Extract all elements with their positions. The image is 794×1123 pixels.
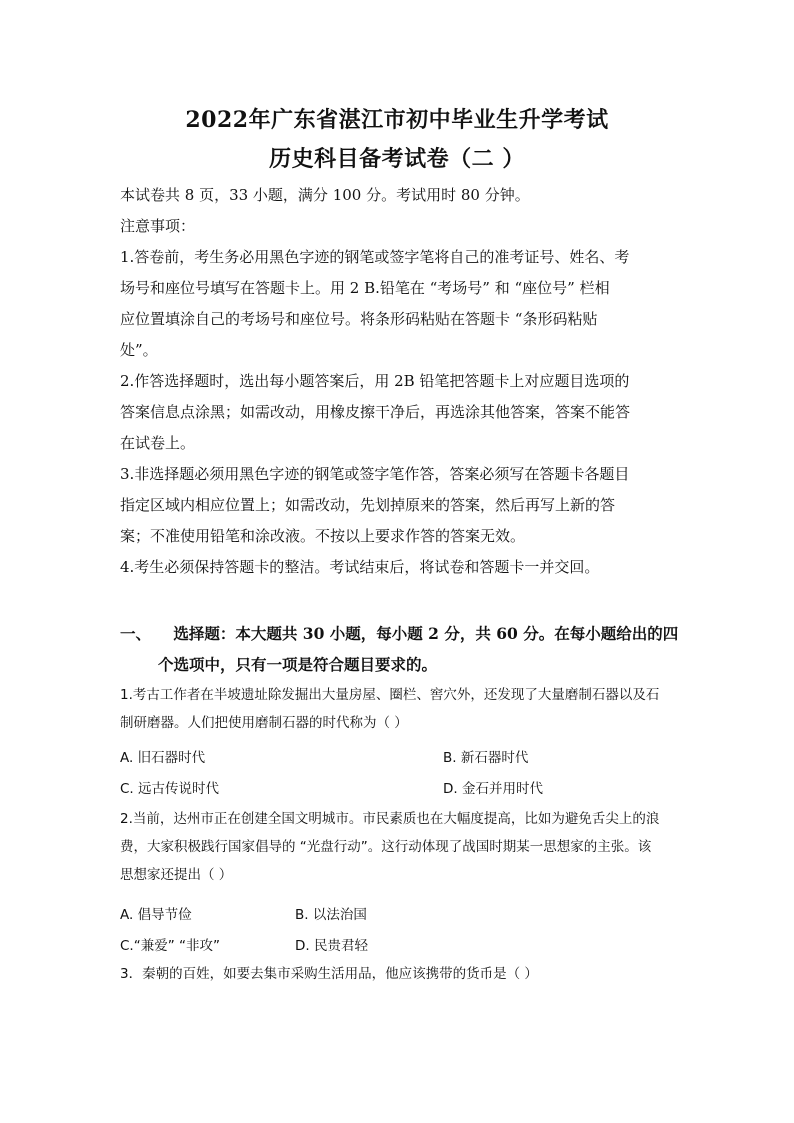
q1-option-c[interactable]: C. 远古传说时代: [120, 781, 220, 797]
instruction-line: 应位置填涂自己的考场号和座位号。将条形码粘贴在答题卡 “条形码粘贴: [120, 310, 598, 328]
question-2: [120, 805, 690, 889]
instruction-line: 案；不准使用铅笔和涂改液。不按以上要求作答的答案无效。: [120, 527, 526, 545]
instruction-line: 处”。: [120, 341, 158, 359]
instruction-line: 本试卷共 8 页，33 小题，满分 100 分。考试用时 80 分钟。: [120, 186, 530, 204]
instruction-line: 指定区域内相应位置上；如需改动，先划掉原来的答案，然后再写上新的答: [120, 496, 616, 514]
q1-option-a[interactable]: A. 旧石器时代: [120, 750, 206, 766]
section-number: 一、: [120, 624, 152, 643]
question-text: 费，大家积极践行国家倡导的 “光盘行动”。这行动体现了战国时期某一思想家的主张。该: [120, 839, 652, 855]
section-text-line2: 个选项中，只有一项是符合题目要求的。: [158, 655, 438, 674]
q1-option-b[interactable]: B. 新石器时代: [443, 750, 529, 766]
q2-option-a[interactable]: A. 倡导节俭: [120, 907, 192, 923]
instruction-line: 在试卷上。: [120, 434, 196, 452]
question-text: 2.当前，达州市正在创建全国文明城市。市民素质也在大幅度提高，比如为避免舌尖上的浪: [120, 811, 660, 827]
instruction-line: 注意事项：: [120, 217, 196, 235]
section-heading: [120, 618, 680, 680]
instruction-line: 3.非选择题必须用黑色字迹的钢笔或签字笔作答，答案必须写在答题卡各题目: [120, 465, 630, 483]
question-text: 思想家还提出（ ）: [120, 867, 233, 883]
section-text-line1: 选择题：本大题共 30 小题，每小题 2 分，共 60 分。在每小题给出的四: [173, 624, 679, 643]
exam-subtitle: 历史科目备考试卷（二 ）: [269, 146, 525, 172]
instruction-line: 答案信息点涂黑；如需改动，用橡皮擦干净后，再选涂其他答案，答案不能答: [120, 403, 631, 421]
question-text: 3．秦朝的百姓，如要去集市采购生活用品，他应该携带的货币是（ ）: [120, 966, 538, 982]
question-3: [120, 960, 690, 988]
q2-option-c[interactable]: C.“兼爱” “非攻”: [120, 938, 220, 954]
question-1: [120, 681, 690, 737]
instruction-line: 4.考生必须保持答题卡的整洁。考试结束后，将试卷和答题卡一并交回。: [120, 558, 600, 576]
instructions: [120, 180, 680, 583]
exam-title: 2022年广东省湛江市初中毕业生升学考试: [185, 107, 609, 133]
instruction-line: 场号和座位号填写在答题卡上。用 2 B.铅笔在 “考场号” 和 “座位号” 栏相: [120, 279, 610, 297]
instruction-line: 1.答卷前，考生务必用黑色字迹的钢笔或签字笔将自己的准考证号、姓名、考: [120, 248, 630, 266]
q2-option-d[interactable]: D. 民贵君轻: [295, 938, 368, 954]
q2-option-b[interactable]: B. 以法治国: [295, 907, 367, 923]
q1-option-d[interactable]: D. 金石并用时代: [443, 781, 543, 797]
instruction-line: 2.作答选择题时，选出每小题答案后，用 2B 铅笔把答题卡上对应题目选项的: [120, 372, 630, 390]
question-text: 制研磨器。人们把使用磨制石器的时代称为（ ）: [120, 715, 408, 731]
question-text: 1.考古工作者在半坡遗址除发掘出大量房屋、圈栏、窖穴外，还发现了大量磨制石器以及石: [120, 687, 660, 703]
